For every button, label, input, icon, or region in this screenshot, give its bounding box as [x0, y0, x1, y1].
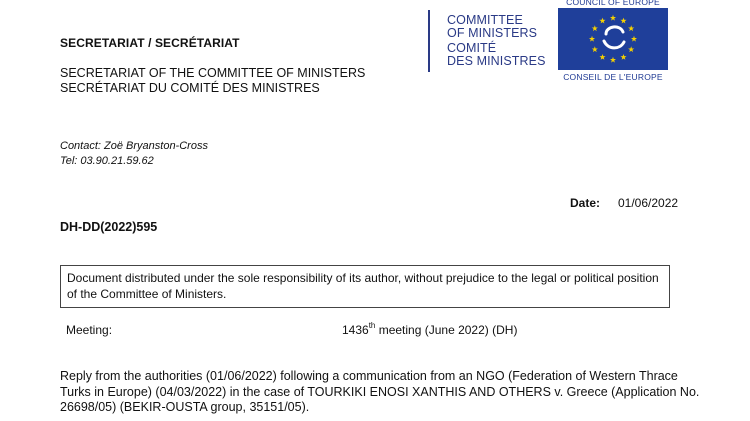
coe-logo-top-text: COUNCIL OF EUROPE — [566, 0, 660, 7]
coe-logo-bottom-text: CONSEIL DE L'EUROPE — [563, 72, 663, 82]
meeting-label: Meeting: — [66, 323, 113, 337]
logo-line-comite: COMITÉ — [447, 41, 497, 55]
meeting-value — [342, 323, 517, 337]
council-of-europe-emblem-icon — [558, 8, 668, 70]
contact-phone: Tel: 03.90.21.59.62 — [60, 155, 154, 167]
secretariat-name-en: SECRETARIAT OF THE COMMITTEE OF MINISTERS — [60, 66, 366, 80]
coe-flag-svg — [558, 8, 668, 70]
meeting-number: 1436 — [342, 323, 369, 337]
logo-line-of-ministers: OF MINISTERS — [447, 26, 538, 40]
disclaimer-text: Document distributed under the sole responsibility of its author, without prejudice to the legal or political position of the Committee of Ministers. — [67, 271, 659, 301]
document-reference: DH-DD(2022)595 — [60, 220, 158, 234]
meeting-ordinal-suffix: th — [368, 321, 376, 330]
secretariat-title: SECRETARIAT / SECRÉTARIAT — [60, 36, 240, 50]
disclaimer-box — [60, 265, 670, 308]
date-label: Date: — [570, 196, 601, 210]
contact-name: Contact: Zoë Bryanston-Cross — [60, 140, 208, 152]
logo-line-des-ministres: DES MINISTRES — [447, 54, 546, 68]
logo-divider — [428, 10, 430, 72]
secretariat-name-fr: SECRÉTARIAT DU COMITÉ DES MINISTRES — [60, 81, 320, 95]
meeting-details: meeting (June 2022) (DH) — [375, 323, 518, 337]
date-value: 01/06/2022 — [618, 196, 679, 210]
committee-of-ministers-logo — [447, 14, 546, 68]
reply-summary: Reply from the authorities (01/06/2022) following a communication from an NGO (Federation of Western Thrace Turks in Europe) (04/03/2022) in the case of TOURKIKI ENOSI XANTHIS AND OTHERS v. Greece (Application No. 26698/05) (BEKIR-OUSTA group, 35151/05). — [60, 369, 700, 414]
logo-line-committee: COMMITTEE — [447, 13, 523, 27]
